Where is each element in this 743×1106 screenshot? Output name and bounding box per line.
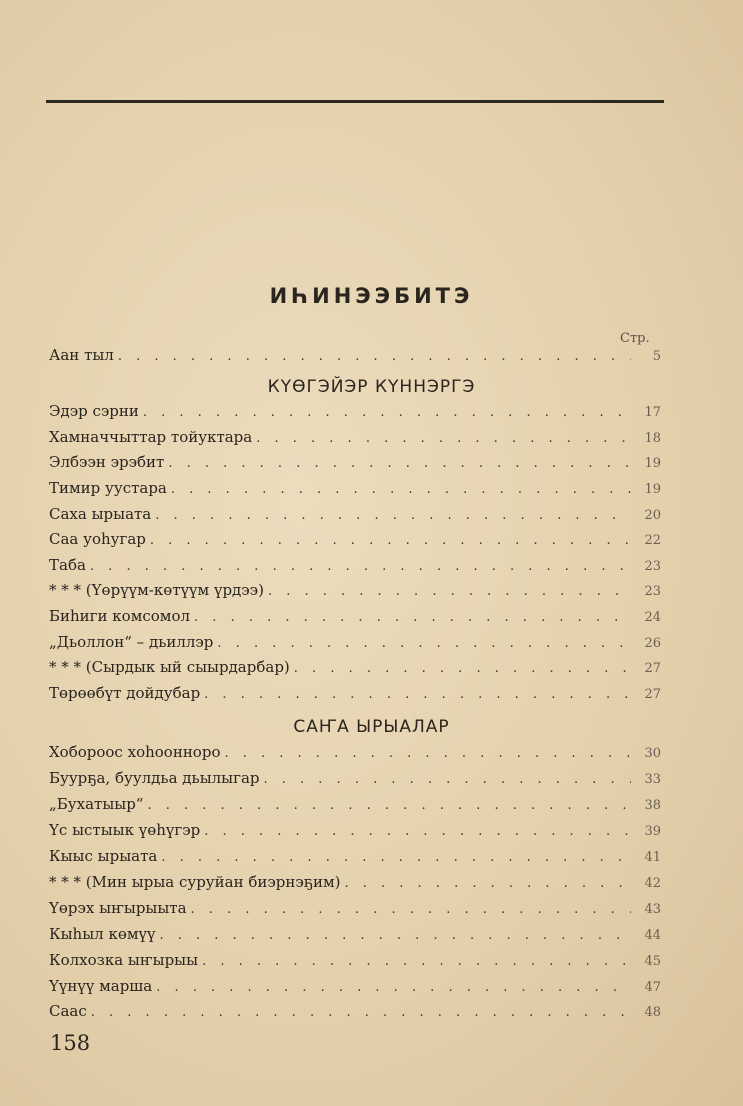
toc-entry-page: 19 [644, 482, 661, 497]
leader-dots [90, 559, 631, 574]
toc-entry [49, 479, 661, 501]
toc-entry-page: 38 [644, 798, 661, 813]
page-number: 158 [50, 1031, 91, 1055]
toc-entry-page: 27 [644, 661, 661, 676]
toc-entry-page: 20 [644, 508, 661, 523]
toc-entry-page: 27 [644, 687, 661, 702]
toc-entry [49, 402, 661, 424]
leader-dots [156, 980, 631, 995]
toc-entry [49, 847, 661, 869]
toc-entry-page: 43 [644, 902, 661, 917]
leader-dots [150, 533, 631, 548]
toc-entry-page: 47 [644, 980, 661, 995]
toc-entry [49, 581, 661, 603]
toc-entry [49, 346, 661, 368]
section-heading: КҮӨГЭЙЭР КҮННЭРГЭ [267, 377, 476, 397]
toc-entry-title: Үөрэх ыҥырыыта [49, 899, 187, 917]
toc-entry-page: 24 [644, 610, 661, 625]
toc-entry [49, 428, 661, 450]
toc-entry [49, 556, 661, 578]
toc-entry-page: 23 [644, 584, 661, 599]
leader-dots [256, 431, 631, 446]
toc-entry [49, 633, 661, 655]
leader-dots [204, 824, 631, 839]
leader-dots [217, 636, 631, 651]
toc-entry [49, 873, 661, 895]
toc-entry-page: 42 [644, 876, 661, 891]
leader-dots [147, 798, 631, 813]
leader-dots [171, 482, 631, 497]
toc-entry [49, 505, 661, 527]
toc-entry-title: * * * (Үөрүүм-көтүүм үрдээ) [49, 581, 264, 599]
toc-entry [49, 795, 661, 817]
toc-entry-page: 44 [644, 928, 661, 943]
leader-dots [264, 772, 632, 787]
toc-entry-title: Төрөөбүт дойдубар [49, 684, 201, 702]
toc-entry-title: Эдэр сэрни [49, 402, 139, 420]
leader-dots [202, 954, 631, 969]
toc-entry [49, 899, 661, 921]
leader-dots [204, 687, 631, 702]
toc-entry [49, 453, 661, 475]
toc-entry-title: Үүнүү марша [49, 977, 153, 995]
toc-entry [49, 684, 661, 706]
leader-dots [118, 349, 631, 364]
leader-dots [268, 584, 631, 599]
toc-entry-title: Биһиги комсомол [49, 607, 191, 625]
toc-entry-title: Кыыс ырыата [49, 847, 158, 865]
toc-entry [49, 977, 661, 999]
toc-entry-title: Кыһыл көмүү [49, 925, 156, 943]
leader-dots [143, 405, 631, 420]
leader-dots [91, 1005, 631, 1020]
leader-dots [194, 610, 631, 625]
toc-entry [49, 821, 661, 843]
leader-dots [294, 661, 631, 676]
toc-entry-title: * * * (Мин ырыа суруйан биэрнэҕим) [49, 873, 341, 891]
toc-entry-title: „Дьоллон“ – дьиллэр [49, 633, 214, 651]
toc-entry-title: Саа уоһугар [49, 530, 146, 548]
toc-entry [49, 951, 661, 973]
toc-entry [49, 769, 661, 791]
toc-entry [49, 530, 661, 552]
leader-dots [344, 876, 631, 891]
leader-dots [191, 902, 631, 917]
toc-entry-page: 33 [644, 772, 661, 787]
page-column-label: Стр. [620, 331, 650, 346]
toc-entry-page: 30 [644, 746, 661, 761]
leader-dots [155, 508, 631, 523]
toc-entry-title: „Бухатыыр“ [49, 795, 144, 813]
toc-entry-title: Тимир уустара [49, 479, 167, 497]
toc-entry-page: 19 [644, 456, 661, 471]
toc-entry-page: 48 [644, 1005, 661, 1020]
page-title: ИҺИНЭЭБИТЭ [269, 284, 474, 308]
leader-dots [161, 850, 631, 865]
toc-entry-title: * * * (Сырдык ый сыырдарбар) [49, 658, 290, 676]
toc-entry-title: Үс ыстыык үөһүгэр [49, 821, 201, 839]
toc-entry-page: 23 [644, 559, 661, 574]
toc-entry-page: 26 [644, 636, 661, 651]
toc-entry-title: Колхозка ыҥырыы [49, 951, 199, 969]
toc-entry-page: 18 [644, 431, 661, 446]
toc-entry [49, 658, 661, 680]
leader-dots [159, 928, 631, 943]
toc-entry-title: Таба [49, 556, 86, 574]
toc-entry-title: Хобороос хоһооннoро [49, 743, 221, 761]
toc-entry-page: 45 [644, 954, 661, 969]
toc-entry-title: Хамначчыттар тойуктара [49, 428, 253, 446]
toc-entry-page: 17 [644, 405, 661, 420]
toc-entry-page: 41 [644, 850, 661, 865]
leader-dots [224, 746, 631, 761]
toc-entry-title: Саха ырыата [49, 505, 152, 523]
toc-entry-page: 5 [652, 349, 661, 364]
toc-entry-title: Саас [49, 1002, 87, 1020]
leader-dots [168, 456, 631, 471]
section-heading: САҤА ЫРЫАЛАР [293, 717, 450, 737]
toc-entry-title: Аан тыл [49, 346, 114, 364]
toc-entry-page: 22 [644, 533, 661, 548]
toc-entry [49, 607, 661, 629]
toc-entry [49, 925, 661, 947]
toc-entry-title: Буурҕа, буулдьа дьылыгар [49, 769, 260, 787]
toc-entry-title: Элбээн эрэбит [49, 453, 165, 471]
toc-entry [49, 1002, 661, 1024]
toc-entry [49, 743, 661, 765]
toc-entry-page: 39 [644, 824, 661, 839]
